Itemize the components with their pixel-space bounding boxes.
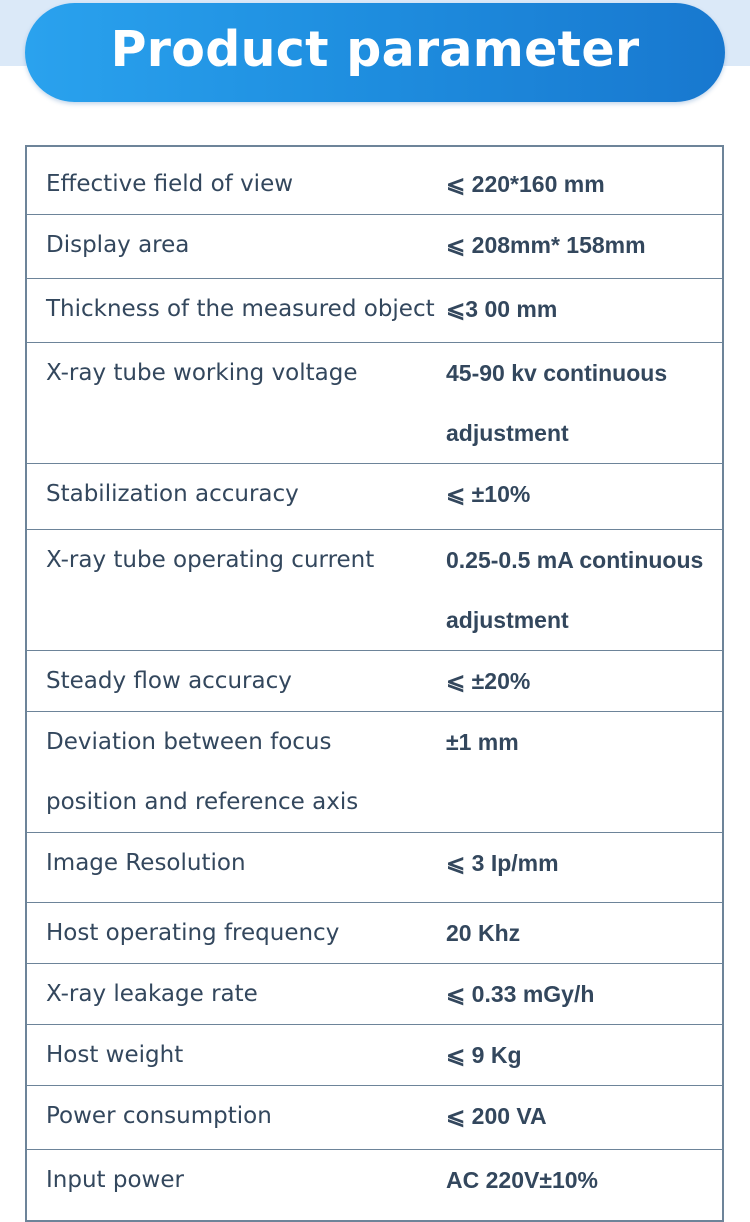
param-value: ±1 mm bbox=[446, 712, 723, 833]
param-label: Thickness of the measured object bbox=[26, 279, 446, 343]
param-value: 20 Khz bbox=[446, 903, 723, 964]
param-label: Input power bbox=[26, 1150, 446, 1221]
param-value-line: adjustment bbox=[446, 420, 569, 446]
param-value: ⩽ 0.33 mGy/h bbox=[446, 964, 723, 1025]
param-label: X-ray tube operating current bbox=[26, 530, 446, 651]
param-label: Host operating frequency bbox=[26, 903, 446, 964]
table-row bbox=[26, 651, 723, 712]
table-row bbox=[26, 1086, 723, 1150]
param-label: Power consumption bbox=[26, 1086, 446, 1150]
param-value-line: 45-90 kv continuous bbox=[446, 360, 668, 386]
param-label-line: Deviation between focus bbox=[46, 729, 332, 755]
table-row bbox=[26, 833, 723, 903]
param-label: Image Resolution bbox=[26, 833, 446, 903]
param-label: Steady flow accuracy bbox=[26, 651, 446, 712]
table-row bbox=[26, 530, 723, 651]
table-row bbox=[26, 343, 723, 464]
param-value bbox=[446, 530, 723, 651]
param-label: Host weight bbox=[26, 1025, 446, 1086]
param-label: Display area bbox=[26, 215, 446, 279]
page-title: Product parameter bbox=[110, 21, 640, 78]
table-row bbox=[26, 279, 723, 343]
param-value: ⩽ 9 Kg bbox=[446, 1025, 723, 1086]
param-label bbox=[26, 712, 446, 833]
param-value: ⩽ 3 Ip/mm bbox=[446, 833, 723, 903]
param-value: AC 220V±10% bbox=[446, 1150, 723, 1221]
param-label-line: position and reference axis bbox=[46, 789, 359, 815]
table-row bbox=[26, 1025, 723, 1086]
param-value: ⩽ 220*160 mm bbox=[446, 171, 605, 197]
param-value: ⩽ 200 VA bbox=[446, 1086, 723, 1150]
param-value: ⩽ ±20% bbox=[446, 651, 723, 712]
parameter-table bbox=[25, 145, 724, 1222]
table-row bbox=[26, 964, 723, 1025]
param-label: Effective field of view bbox=[46, 171, 294, 197]
table-row bbox=[26, 712, 723, 833]
table-row bbox=[26, 215, 723, 279]
table-row bbox=[26, 1150, 723, 1221]
param-value-line: adjustment bbox=[446, 607, 569, 633]
param-value: ⩽ 208mm* 158mm bbox=[446, 215, 723, 279]
param-value: ⩽ ±10% bbox=[446, 464, 723, 530]
param-value bbox=[446, 343, 723, 464]
param-value-line: 0.25-0.5 mA continuous bbox=[446, 547, 704, 573]
table-row bbox=[26, 464, 723, 530]
title-banner bbox=[25, 3, 725, 102]
param-label: X-ray tube working voltage bbox=[26, 343, 446, 464]
param-label: X-ray leakage rate bbox=[26, 964, 446, 1025]
table-row bbox=[26, 146, 723, 215]
param-value: ⩽3 00 mm bbox=[446, 279, 723, 343]
table-row bbox=[26, 903, 723, 964]
param-label: Stabilization accuracy bbox=[26, 464, 446, 530]
